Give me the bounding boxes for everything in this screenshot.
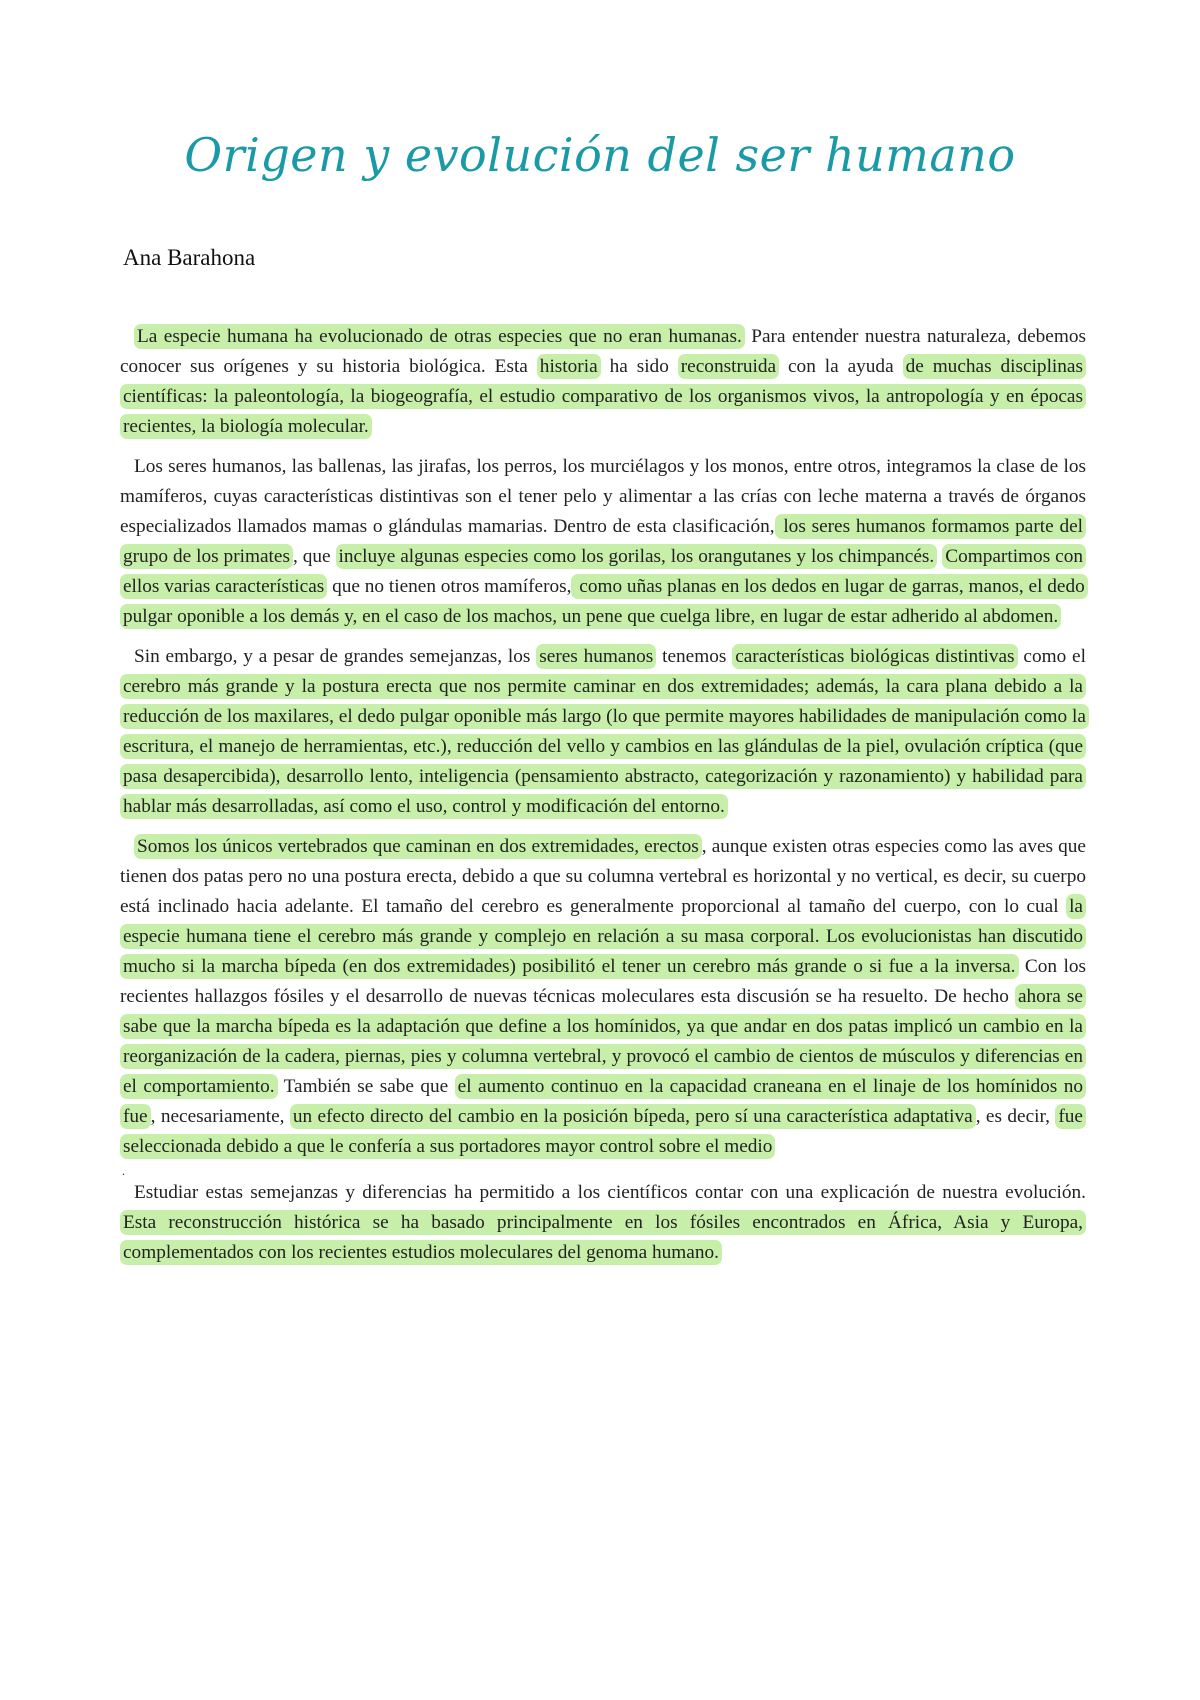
author-name: Ana Barahona [123,245,256,270]
text-segment: reconstruida [678,354,779,379]
text-segment: ahora se sabe que la marcha bípeda es la adaptación que define a los homínidos, ya que andar en dos patas implicó un cambio en la reorganización de la cadera, piernas, pies y columna vertebral, y provocó el cambio de cientos de músculos y diferencias en el comportamiento. [120,984,1086,1099]
paragraph-2 [120,452,1086,632]
paragraph-1 [120,322,1086,442]
text-segment: fue seleccionada debido a que le confería a sus portadores mayor control sobre el medio [120,1104,1086,1159]
text-segment: seres humanos [536,644,656,669]
text-segment: Para entender nuestra naturaleza, debemos conocer sus orígenes y su historia biológica. Esta [120,326,1086,377]
stray-mark: . [122,1164,125,1178]
paragraph-4 [120,832,1086,1162]
document-title: Origen y evolución del ser humano [184,128,1016,182]
text-segment: , necesariamente, [150,1106,290,1127]
text-segment: Sin embargo, y a pesar de grandes semejanzas, los [134,646,537,667]
text-segment: como uñas planas en los dedos en lugar de garras, manos, el dedo pulgar oponible a los demás y, en el caso de los machos, un pene que cuelga libre, en lugar de estar adherido al abdomen. [120,574,1088,629]
text-segment: historia [537,354,601,379]
text-segment: que no tienen otros mamíferos, [327,576,572,597]
text-segment: con la ayuda [779,356,903,377]
text-segment: , es decir, [975,1106,1056,1127]
text-segment: , aunque existen otras especies como las aves que tienen dos patas pero no una postura erecta, debido a que su columna vertebral es horizontal y no vertical, es decir, su cuerpo está inclinado hacia adelante. El tamaño del cerebro es generalmente proporcional al tamaño del cuerpo, con lo cual [120,836,1086,917]
text-segment: como el [1017,646,1086,667]
paragraph-3 [120,642,1086,822]
text-segment: cerebro más grande y la postura erecta que nos permite caminar en dos extremidades; además, la cara plana debido a la reducción de los maxilares, el dedo pulgar oponible más largo (lo que permite mayores habilidades de manipulación como la escritura, el manejo de herramientas, etc.), reducción del vello y cambios en las glándulas de la piel, ovulación críptica (que pasa desapercibida), desarrollo lento, inteligencia (pensamiento abstracto, categorización y razonamiento) y habilidad para hablar más desarrolladas, así como el uso, control y modificación del entorno. [120,674,1089,819]
paragraph-5 [120,1178,1086,1268]
text-segment: Los seres humanos, las ballenas, las jirafas, los perros, los murciélagos y los monos, entre otros, integramos la clase de los mamíferos, cuyas características distintivas son el tener pelo y alimentar a las crías con leche materna a través de órganos especializados llamados mamas o glándulas mamarias. Dentro de esta clasificación, [120,456,1086,537]
text-segment: de muchas disciplinas científicas: la paleontología, la biogeografía, el estudio comparativo de los organismos vivos, la antropología y en épocas recientes, la biología molecular. [120,354,1086,439]
text-segment: Con los recientes hallazgos fósiles y el desarrollo de nuevas técnicas moleculares esta discusión se ha resuelto. De hecho [120,956,1086,1007]
text-segment: la especie humana tiene el cerebro más grande y complejo en relación a su masa corporal. Los evolucionistas han discutido mucho si la marcha bípeda (en dos extremidades) posibilitó el tener un cerebro más grande o si fue a la inversa. [120,894,1086,979]
text-segment: Compartimos con ellos varias características [120,544,1086,599]
text-segment: Estudiar estas semejanzas y diferencias ha permitido a los científicos contar con una explicación de nuestra evolución. [134,1182,1086,1203]
text-segment: los seres humanos formamos parte del grupo de los primates [120,514,1086,569]
text-segment: La especie humana ha evolucionado de otras especies que no eran humanas. [134,324,745,349]
text-segment: el aumento continuo en la capacidad craneana en el linaje de los homínidos no fue [120,1074,1086,1129]
document-body [120,322,1086,1278]
text-segment: características biológicas distintivas [732,644,1017,669]
text-segment: , que [292,546,336,567]
text-segment: incluye algunas especies como los gorilas, los orangutanes y los chimpancés. [336,544,938,569]
text-segment: tenemos [656,646,733,667]
text-segment: También se sabe que [277,1076,455,1097]
text-segment: ha sido [600,356,678,377]
text-segment: Somos los únicos vertebrados que caminan en dos extremidades, erectos [134,834,702,859]
text-segment: Esta reconstrucción histórica se ha basado principalmente en los fósiles encontrados en África, Asia y Europa, complementados con los recientes estudios moleculares del genoma humano. [120,1210,1086,1265]
text-segment: un efecto directo del cambio en la posición bípeda, pero sí una característica adaptativa [290,1104,976,1129]
